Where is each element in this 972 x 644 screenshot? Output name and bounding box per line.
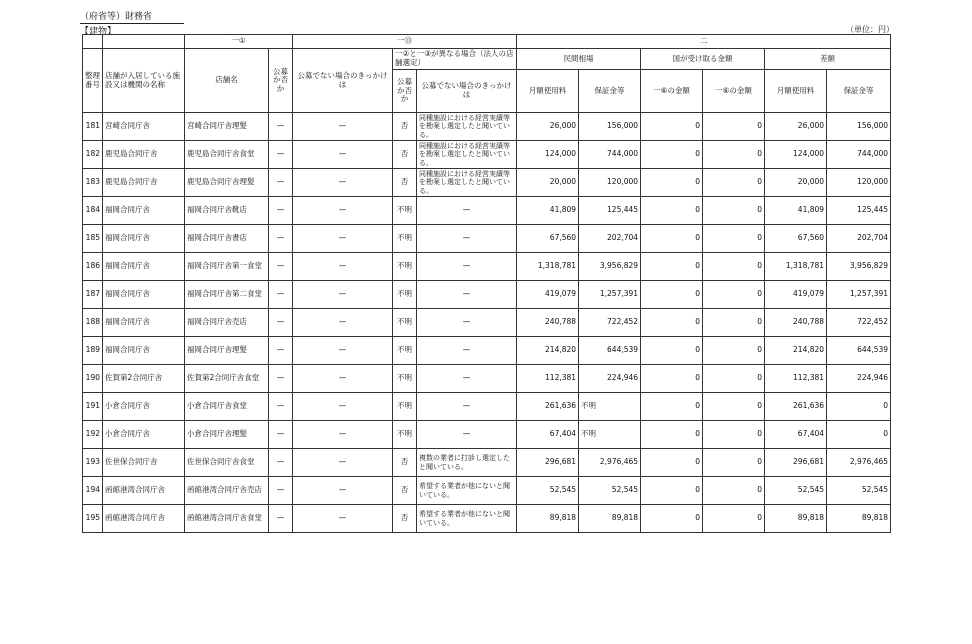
header-amount-6b: 一⑥の金額	[703, 70, 765, 113]
cell-market-monthly-fee: 124,000	[517, 141, 579, 169]
cell-amount-6a: 0	[641, 141, 703, 169]
header-diff-monthly: 月額使用料	[765, 70, 827, 113]
cell-public-offering-b: 否	[393, 449, 417, 477]
cell-non-public-reason: —	[293, 337, 393, 365]
cell-store-name: 福岡合同庁舎第一食堂	[185, 253, 269, 281]
cell-market-monthly-fee: 296,681	[517, 449, 579, 477]
cell-facility: 福岡合同庁舎	[103, 281, 185, 309]
header-store-name: 店舗名	[185, 49, 269, 113]
cell-non-public-reason: —	[293, 505, 393, 533]
cell-diff-deposit: 1,257,391	[827, 281, 891, 309]
table-row	[83, 505, 891, 533]
cell-seq-no: 181	[83, 113, 103, 141]
cell-amount-6a: 0	[641, 197, 703, 225]
cell-market-monthly-fee: 214,820	[517, 337, 579, 365]
header-deposit: 保証金等	[579, 70, 641, 113]
cell-diff-monthly-fee: 261,636	[765, 393, 827, 421]
header-public-offering: 公募か否か	[269, 49, 293, 113]
cell-diff-deposit: 89,818	[827, 505, 891, 533]
cell-facility: 函館港湾合同庁舎	[103, 505, 185, 533]
cell-facility: 函館港湾合同庁舎	[103, 477, 185, 505]
cell-public-offering: —	[269, 309, 293, 337]
cell-amount-6b: 0	[703, 365, 765, 393]
header-group-2: 二	[517, 35, 891, 49]
cell-amount-6b: 0	[703, 141, 765, 169]
cell-non-public-reason: —	[293, 449, 393, 477]
cell-facility: 佐賀第2合同庁舎	[103, 365, 185, 393]
cell-non-public-reason: —	[293, 225, 393, 253]
cell-facility: 福岡合同庁舎	[103, 225, 185, 253]
cell-market-deposit: 156,000	[579, 113, 641, 141]
table-row	[83, 197, 891, 225]
cell-seq-no: 190	[83, 365, 103, 393]
cell-facility: 福岡合同庁舎	[103, 337, 185, 365]
cell-diff-deposit: 52,545	[827, 477, 891, 505]
cell-market-monthly-fee: 41,809	[517, 197, 579, 225]
cell-seq-no: 195	[83, 505, 103, 533]
cell-seq-no: 188	[83, 309, 103, 337]
cell-diff-deposit: 722,452	[827, 309, 891, 337]
cell-non-public-reason: —	[293, 365, 393, 393]
cell-diff-monthly-fee: 89,818	[765, 505, 827, 533]
table-row	[83, 365, 891, 393]
cell-diff-deposit: 2,976,465	[827, 449, 891, 477]
cell-public-offering: —	[269, 421, 293, 449]
header-group-1-1: 一①	[185, 35, 293, 49]
cell-diff-monthly-fee: 26,000	[765, 113, 827, 141]
cell-market-deposit: 202,704	[579, 225, 641, 253]
cell-market-monthly-fee: 52,545	[517, 477, 579, 505]
cell-seq-no: 185	[83, 225, 103, 253]
cell-seq-no: 186	[83, 253, 103, 281]
cell-market-deposit: 644,539	[579, 337, 641, 365]
cell-public-offering-b: 否	[393, 141, 417, 169]
header-public-offering-b: 公募か否か	[393, 70, 417, 113]
cell-public-offering-b: 否	[393, 505, 417, 533]
cell-market-deposit: 不明	[579, 421, 641, 449]
cell-amount-6b: 0	[703, 309, 765, 337]
cell-market-deposit: 52,545	[579, 477, 641, 505]
cell-diff-deposit: 3,956,829	[827, 253, 891, 281]
header-non-public-reason: 公募でない場合のきっかけは	[293, 49, 393, 113]
cell-store-name: 函館港湾合同庁舎売店	[185, 477, 269, 505]
cell-market-deposit: 125,445	[579, 197, 641, 225]
cell-market-deposit: 2,976,465	[579, 449, 641, 477]
cell-public-offering-b: 不明	[393, 253, 417, 281]
cell-store-name: 福岡合同庁舎売店	[185, 309, 269, 337]
cell-amount-6a: 0	[641, 225, 703, 253]
cell-non-public-reason: —	[293, 477, 393, 505]
cell-non-public-reason-b: —	[417, 365, 517, 393]
ministry-label: （府省等）財務省	[80, 9, 184, 24]
cell-store-name: 宮崎合同庁舎理髪	[185, 113, 269, 141]
cell-amount-6a: 0	[641, 281, 703, 309]
table-row	[83, 393, 891, 421]
cell-seq-no: 193	[83, 449, 103, 477]
cell-amount-6a: 0	[641, 421, 703, 449]
cell-non-public-reason: —	[293, 393, 393, 421]
cell-store-name: 鹿児島合同庁舎理髪	[185, 169, 269, 197]
cell-public-offering: —	[269, 281, 293, 309]
cell-non-public-reason: —	[293, 253, 393, 281]
table-row	[83, 337, 891, 365]
cell-public-offering-b: 不明	[393, 225, 417, 253]
cell-non-public-reason: —	[293, 309, 393, 337]
cell-facility: 鹿児島合同庁舎	[103, 141, 185, 169]
cell-diff-deposit: 0	[827, 393, 891, 421]
cell-facility: 福岡合同庁舎	[103, 309, 185, 337]
cell-amount-6b: 0	[703, 197, 765, 225]
cell-market-deposit: 1,257,391	[579, 281, 641, 309]
cell-diff-deposit: 644,539	[827, 337, 891, 365]
cell-non-public-reason: —	[293, 113, 393, 141]
cell-diff-deposit: 0	[827, 421, 891, 449]
cell-market-deposit: 89,818	[579, 505, 641, 533]
cell-seq-no: 192	[83, 421, 103, 449]
cell-seq-no: 187	[83, 281, 103, 309]
cell-diff-monthly-fee: 67,560	[765, 225, 827, 253]
cell-diff-deposit: 744,000	[827, 141, 891, 169]
cell-amount-6b: 0	[703, 449, 765, 477]
cell-amount-6a: 0	[641, 393, 703, 421]
cell-market-monthly-fee: 261,636	[517, 393, 579, 421]
cell-public-offering: —	[269, 253, 293, 281]
cell-amount-6a: 0	[641, 337, 703, 365]
cell-store-name: 福岡合同庁舎第二食堂	[185, 281, 269, 309]
cell-amount-6b: 0	[703, 169, 765, 197]
cell-non-public-reason: —	[293, 169, 393, 197]
cell-seq-no: 184	[83, 197, 103, 225]
cell-facility: 鹿児島合同庁舎	[103, 169, 185, 197]
cell-diff-monthly-fee: 41,809	[765, 197, 827, 225]
cell-diff-monthly-fee: 112,381	[765, 365, 827, 393]
cell-amount-6a: 0	[641, 449, 703, 477]
table-row	[83, 169, 891, 197]
table-row	[83, 225, 891, 253]
cell-market-monthly-fee: 67,560	[517, 225, 579, 253]
table-row	[83, 141, 891, 169]
cell-public-offering-b: 不明	[393, 421, 417, 449]
cell-facility: 佐世保合同庁舎	[103, 449, 185, 477]
cell-non-public-reason-b: —	[417, 421, 517, 449]
cell-facility: 小倉合同庁舎	[103, 393, 185, 421]
cell-market-monthly-fee: 240,788	[517, 309, 579, 337]
cell-diff-deposit: 125,445	[827, 197, 891, 225]
table-row	[83, 309, 891, 337]
table-row	[83, 421, 891, 449]
cell-diff-monthly-fee: 67,404	[765, 421, 827, 449]
header-amount-6a: 一⑥の金額	[641, 70, 703, 113]
cell-diff-deposit: 224,946	[827, 365, 891, 393]
cell-non-public-reason: —	[293, 197, 393, 225]
cell-non-public-reason-b: —	[417, 337, 517, 365]
header-blank	[103, 35, 185, 49]
cell-non-public-reason-b: —	[417, 309, 517, 337]
header-market-price: 民間相場	[517, 49, 641, 70]
cell-store-name: 福岡合同庁舎書店	[185, 225, 269, 253]
cell-public-offering-b: 不明	[393, 197, 417, 225]
cell-amount-6b: 0	[703, 113, 765, 141]
category-label: 【建物】	[80, 27, 117, 37]
cell-amount-6a: 0	[641, 309, 703, 337]
cell-market-monthly-fee: 67,404	[517, 421, 579, 449]
cell-public-offering-b: 不明	[393, 281, 417, 309]
cell-amount-6a: 0	[641, 253, 703, 281]
cell-non-public-reason-b: —	[417, 197, 517, 225]
cell-amount-6b: 0	[703, 225, 765, 253]
cell-store-name: 佐世保合同庁舎食堂	[185, 449, 269, 477]
cell-public-offering: —	[269, 365, 293, 393]
cell-seq-no: 194	[83, 477, 103, 505]
cell-public-offering: —	[269, 449, 293, 477]
cell-public-offering: —	[269, 393, 293, 421]
cell-facility: 福岡合同庁舎	[103, 197, 185, 225]
cell-public-offering: —	[269, 477, 293, 505]
cell-store-name: 函館港湾合同庁舎食堂	[185, 505, 269, 533]
cell-amount-6a: 0	[641, 505, 703, 533]
cell-diff-monthly-fee: 52,545	[765, 477, 827, 505]
cell-public-offering-b: 不明	[393, 365, 417, 393]
header-group-1-13: 一⑬	[293, 35, 517, 49]
cell-non-public-reason-b: —	[417, 253, 517, 281]
header-difference: 差額	[765, 49, 891, 70]
header-facility: 店舗が入居している施設又は機関の名称	[103, 49, 185, 113]
table-header	[83, 35, 891, 113]
cell-market-deposit: 不明	[579, 393, 641, 421]
header-diff-condition: 一②と一③が異なる場合（法人の店舗選定）	[393, 49, 517, 70]
cell-seq-no: 182	[83, 141, 103, 169]
cell-public-offering: —	[269, 225, 293, 253]
cell-public-offering-b: 不明	[393, 337, 417, 365]
cell-market-monthly-fee: 1,318,781	[517, 253, 579, 281]
cell-public-offering: —	[269, 169, 293, 197]
header-non-public-reason-b: 公募でない場合のきっかけは	[417, 70, 517, 113]
cell-non-public-reason-b: 同種施設における経営実績等を勘案し選定したと聞いている。	[417, 141, 517, 169]
cell-public-offering: —	[269, 505, 293, 533]
cell-public-offering: —	[269, 141, 293, 169]
cell-facility: 小倉合同庁舎	[103, 421, 185, 449]
cell-non-public-reason: —	[293, 141, 393, 169]
cell-public-offering: —	[269, 197, 293, 225]
cell-amount-6b: 0	[703, 393, 765, 421]
cell-public-offering-b: 否	[393, 477, 417, 505]
cell-market-monthly-fee: 89,818	[517, 505, 579, 533]
header-blank	[83, 35, 103, 49]
cell-market-deposit: 722,452	[579, 309, 641, 337]
table-body	[83, 113, 891, 533]
cell-amount-6a: 0	[641, 477, 703, 505]
cell-diff-monthly-fee: 1,318,781	[765, 253, 827, 281]
cell-non-public-reason-b: —	[417, 225, 517, 253]
cell-non-public-reason: —	[293, 281, 393, 309]
header-seq-no: 整理番号	[83, 49, 103, 113]
table-row	[83, 477, 891, 505]
building-table	[82, 34, 891, 533]
cell-seq-no: 183	[83, 169, 103, 197]
header-diff-deposit: 保証金等	[827, 70, 891, 113]
cell-public-offering: —	[269, 337, 293, 365]
cell-amount-6b: 0	[703, 505, 765, 533]
cell-store-name: 福岡合同庁舎靴店	[185, 197, 269, 225]
cell-public-offering-b: 否	[393, 169, 417, 197]
cell-facility: 福岡合同庁舎	[103, 253, 185, 281]
cell-non-public-reason-b: 希望する業者が他にないと聞いている。	[417, 505, 517, 533]
cell-diff-deposit: 120,000	[827, 169, 891, 197]
cell-market-monthly-fee: 419,079	[517, 281, 579, 309]
cell-public-offering: —	[269, 113, 293, 141]
table-row	[83, 281, 891, 309]
cell-seq-no: 191	[83, 393, 103, 421]
cell-amount-6a: 0	[641, 365, 703, 393]
cell-non-public-reason: —	[293, 421, 393, 449]
cell-amount-6b: 0	[703, 421, 765, 449]
header-monthly-fee: 月額使用料	[517, 70, 579, 113]
cell-amount-6a: 0	[641, 113, 703, 141]
cell-diff-monthly-fee: 124,000	[765, 141, 827, 169]
cell-diff-deposit: 202,704	[827, 225, 891, 253]
cell-store-name: 佐賀第2合同庁舎食堂	[185, 365, 269, 393]
cell-non-public-reason-b: 希望する業者が他にないと聞いている。	[417, 477, 517, 505]
header-national-receipt: 国が受け取る金額	[641, 49, 765, 70]
cell-diff-monthly-fee: 214,820	[765, 337, 827, 365]
cell-amount-6a: 0	[641, 169, 703, 197]
cell-market-deposit: 120,000	[579, 169, 641, 197]
cell-diff-deposit: 156,000	[827, 113, 891, 141]
cell-seq-no: 189	[83, 337, 103, 365]
cell-store-name: 福岡合同庁舎理髪	[185, 337, 269, 365]
cell-public-offering-b: 不明	[393, 393, 417, 421]
table-row	[83, 253, 891, 281]
cell-amount-6b: 0	[703, 253, 765, 281]
table-row	[83, 449, 891, 477]
cell-market-monthly-fee: 26,000	[517, 113, 579, 141]
cell-market-deposit: 744,000	[579, 141, 641, 169]
cell-diff-monthly-fee: 419,079	[765, 281, 827, 309]
cell-non-public-reason-b: 同種施設における経営実績等を勘案し選定したと聞いている。	[417, 113, 517, 141]
cell-non-public-reason-b: 同種施設における経営実績等を勘案し選定したと聞いている。	[417, 169, 517, 197]
unit-note: （単位：円）	[846, 25, 894, 34]
cell-store-name: 小倉合同庁舎理髪	[185, 421, 269, 449]
cell-amount-6b: 0	[703, 477, 765, 505]
cell-non-public-reason-b: —	[417, 281, 517, 309]
cell-store-name: 鹿児島合同庁舎食堂	[185, 141, 269, 169]
cell-market-monthly-fee: 20,000	[517, 169, 579, 197]
cell-facility: 宮崎合同庁舎	[103, 113, 185, 141]
cell-non-public-reason-b: 複数の業者に打診し選定したと聞いている。	[417, 449, 517, 477]
cell-amount-6b: 0	[703, 281, 765, 309]
cell-public-offering-b: 不明	[393, 309, 417, 337]
cell-diff-monthly-fee: 296,681	[765, 449, 827, 477]
cell-market-monthly-fee: 112,381	[517, 365, 579, 393]
cell-store-name: 小倉合同庁舎食堂	[185, 393, 269, 421]
cell-diff-monthly-fee: 240,788	[765, 309, 827, 337]
cell-diff-monthly-fee: 20,000	[765, 169, 827, 197]
cell-public-offering-b: 否	[393, 113, 417, 141]
cell-market-deposit: 224,946	[579, 365, 641, 393]
table-row	[83, 113, 891, 141]
cell-market-deposit: 3,956,829	[579, 253, 641, 281]
cell-non-public-reason-b: —	[417, 393, 517, 421]
cell-amount-6b: 0	[703, 337, 765, 365]
